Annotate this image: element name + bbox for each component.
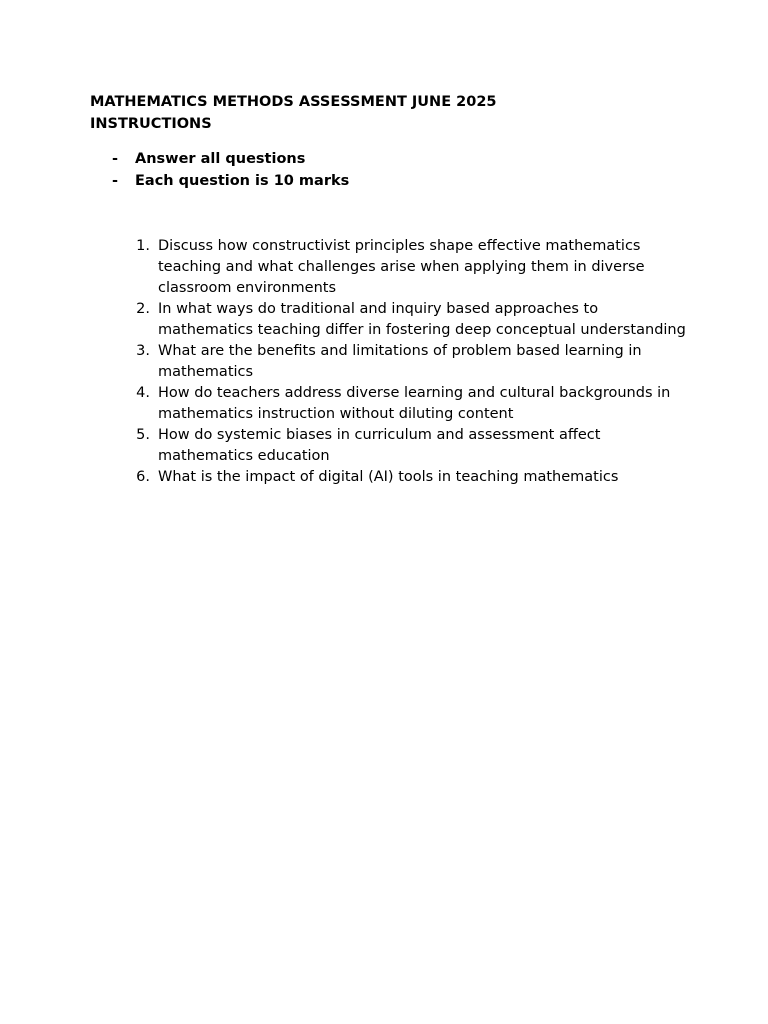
question-number: 4. bbox=[136, 385, 150, 401]
question-text: How do teachers address diverse learning and cultural backgrounds in mathematics instruction without diluting content bbox=[158, 385, 671, 422]
instruction-text: Answer all questions bbox=[135, 151, 306, 167]
questions-list bbox=[130, 236, 690, 488]
question-number: 1. bbox=[136, 238, 150, 254]
question-text: What are the benefits and limitations of problem based learning in mathematics bbox=[158, 343, 642, 380]
question-number: 2. bbox=[136, 301, 150, 317]
question-text: How do systemic biases in curriculum and assessment affect mathematics education bbox=[158, 427, 601, 464]
question-item bbox=[130, 383, 690, 425]
instructions-heading: INSTRUCTIONS bbox=[90, 116, 212, 132]
question-text: In what ways do traditional and inquiry based approaches to mathematics teaching differ in fostering deep conceptual understanding bbox=[158, 301, 686, 338]
question-item bbox=[130, 425, 690, 467]
question-item bbox=[130, 236, 690, 299]
question-text: Discuss how constructivist principles shape effective mathematics teaching and what challenges arise when applying them in diverse classroom environments bbox=[158, 238, 645, 296]
question-item bbox=[130, 299, 690, 341]
question-item bbox=[130, 467, 690, 488]
document-title: MATHEMATICS METHODS ASSESSMENT JUNE 2025 bbox=[90, 94, 497, 110]
instruction-text: Each question is 10 marks bbox=[135, 173, 350, 189]
question-number: 3. bbox=[136, 343, 150, 359]
question-number: 5. bbox=[136, 427, 150, 443]
question-text: What is the impact of digital (AI) tools in teaching mathematics bbox=[158, 469, 619, 485]
instruction-bullet: - bbox=[112, 151, 119, 167]
question-item bbox=[130, 341, 690, 383]
instruction-bullet: - bbox=[112, 173, 119, 189]
question-number: 6. bbox=[136, 469, 150, 485]
instruction-item bbox=[90, 148, 349, 170]
instructions-list bbox=[90, 148, 349, 192]
instruction-item bbox=[90, 170, 349, 192]
